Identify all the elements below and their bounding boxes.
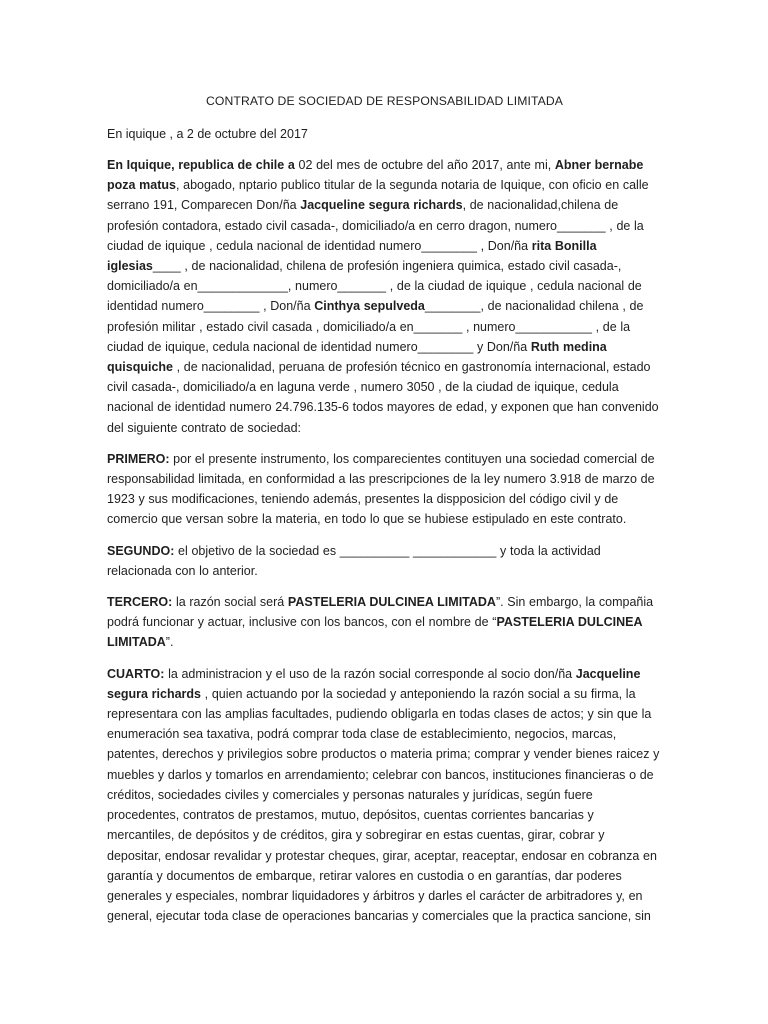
clause-heading: TERCERO: xyxy=(107,595,173,610)
partner-name: Ruth medina quisquiche xyxy=(107,339,607,375)
intro-text-bold: En Iquique, republica de chile a xyxy=(107,158,295,172)
partner-name: rita Bonilla iglesias xyxy=(107,238,597,274)
clause-heading: PRIMERO: xyxy=(107,451,170,466)
clause-body: la administracion y el uso de la razón social corresponde al socio don/ña xyxy=(164,666,576,681)
notary-name: Abner bernabe poza matus xyxy=(107,158,644,193)
clause-body: el objetivo de la sociedad es __________ ____________ y toda la actividad relacionada con lo anterior. xyxy=(107,543,601,578)
clause-heading: SEGUNDO: xyxy=(107,543,175,558)
partner-name: Jacqueline segura richards xyxy=(300,198,463,213)
intro-paragraph xyxy=(107,155,662,438)
clause-tercero xyxy=(107,592,662,653)
clause-body: ”. Sin embargo, la compañia podrá funcionar y actuar, inclusive con los bancos, con el nombre de “ xyxy=(107,595,654,630)
intro-text: ________, de nacionalidad chilena , de profesión militar , estado civil casada , domiciliado/a en_______ , numero___________ , de la ciudad de iquique, cedula nacional de identidad numero________ y Don/ña xyxy=(107,299,644,354)
partner-name: Cinthya sepulveda xyxy=(314,299,425,314)
intro-text: , de nacionalidad, peruana de profesión técnico en gastronomía internacional, estado civil casada-, domiciliado/a en laguna verde , numero 3050 , de la ciudad de iquique, cedula nacional de identidad numero 24.796.135-6 todos mayores de edad, y exponen que han convenido del siguiente contrato de sociedad: xyxy=(107,360,659,435)
company-name: PASTELERIA DULCINEA LIMITADA xyxy=(107,615,643,650)
intro-text: , de nacionalidad,chilena de profesión contadora, estado civil casada-, domiciliado/a en cerro dragon, numero_______ , de la ciudad de iquique , cedula nacional de identidad numero________ , Don/ña xyxy=(107,198,644,253)
clause-body: , quien actuando por la sociedad y anteponiendo la razón social a su firma, la representara con las amplias facultades, pudiendo obligarla en todas clases de actos; y sin que la enumeración sea taxativa, podrá comprar toda clase de establecimiento, negocios, marcas, patentes, derechos y privilegios sobre productos o materia prima; comprar y vender bienes raicez y muebles y darlos y tomarlos en arrendamiento; celebrar con bancos, instituciones financieras o de créditos, sociedades civiles y comerciales y personas naturales y jurídicas, según fuere procedentes, contratos de prestamos, mutuo, depósitos, cuentas corrientes bancarias y mercantiles, de depósitos y de créditos, gira y sobregirar en estas cuentas, girar, cobrar y depositar, endosar revalidar y protestar cheques, girar, aceptar, reaceptar, endosar en cobranza en garantía y documentos de embarque, retirar valores en custodia o en garantías, dar poderes generales y especiales, nombrar liquidadores y árbitros y darles el carácter de arbitradores y, en general, ejecutar toda clase de operaciones bancarias y comerciales que la practica sancione, sin xyxy=(107,686,660,924)
partner-name: Jacqueline segura richards xyxy=(107,666,641,701)
intro-text: , abogado, nptario publico titular de la segunda notaria de Iquique, con oficio en calle serrano 191, Comparecen Don/ña xyxy=(107,178,649,213)
clause-body: la razón social será xyxy=(172,595,288,610)
clause-primero xyxy=(107,449,662,530)
clause-body: por el presente instrumento, los comparecientes contituyen una sociedad comercial de responsabilidad limitada, en conformidad a las prescripciones de la ley numero 3.918 de marzo de 1923 y sus modificaciones, teniendo además, presentes la dispposicion del código civil y de comercio que versan sobre la materia, en todo lo que se hubiese estipulado en este contrato. xyxy=(107,451,655,527)
clause-heading: CUARTO: xyxy=(107,666,165,681)
clause-segundo xyxy=(107,541,662,581)
clause-cuarto xyxy=(107,664,662,927)
intro-text: 02 del mes de octubre del año 2017, ante mi, xyxy=(294,158,555,172)
company-name: PASTELERIA DULCINEA LIMITADA xyxy=(287,595,496,610)
document-title: CONTRATO DE SOCIEDAD DE RESPONSABILIDAD LIMITADA xyxy=(206,94,563,108)
intro-text: ____ , de nacionalidad, chilena de profesión ingeniera quimica, estado civil casada-, domiciliado/a en_____________, numero_______ , de la ciudad de iquique , cedula nacional de identidad numero________ , Don/ña xyxy=(107,259,642,314)
clause-body: ”. xyxy=(165,635,174,650)
date-line: En iquique , a 2 de octubre del 2017 xyxy=(107,127,308,141)
